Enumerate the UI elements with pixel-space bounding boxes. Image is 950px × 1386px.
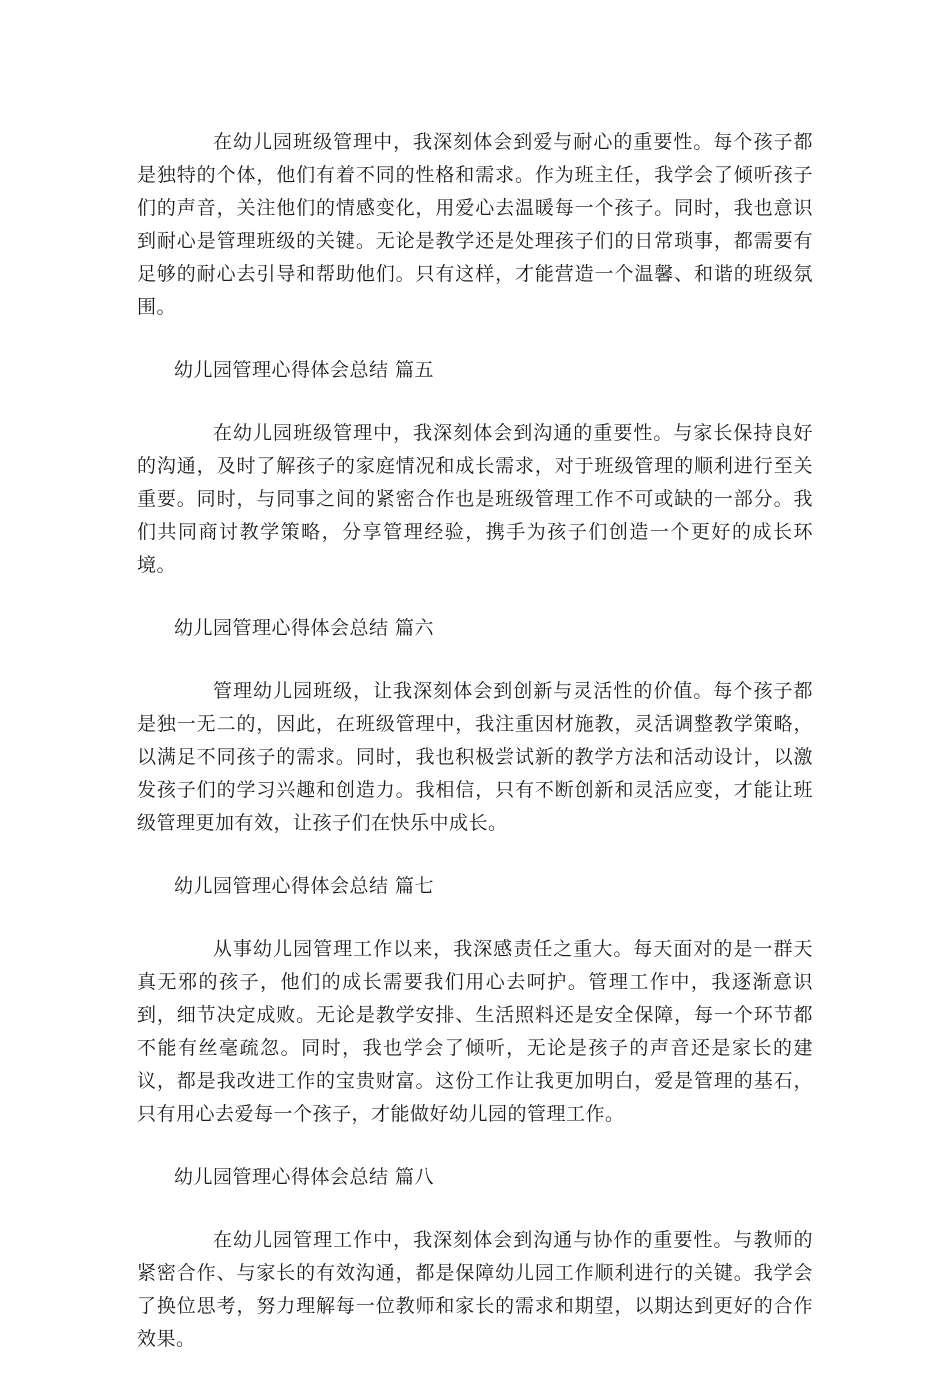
paragraph: 在幼儿园班级管理中，我深刻体会到爱与耐心的重要性。每个孩子都是独特的个体，他们有着不同的性格和需求。作为班主任，我学会了倾听孩子们的声音，关注他们的情感变化，用爱心去温暖每一个孩子。同时，我也意识到耐心是管理班级的关键。无论是教学还是处理孩子们的日常琐事，都需要有足够的耐心去引导和帮助他们。只有这样，才能营造一个温馨、和谐的班级氛围。 bbox=[137, 131, 813, 318]
section-heading-5: 幼儿园管理心得体会总结 篇五 bbox=[174, 359, 435, 381]
section-heading-7: 幼儿园管理心得体会总结 篇七 bbox=[174, 875, 435, 897]
section-heading-6: 幼儿园管理心得体会总结 篇六 bbox=[174, 617, 435, 639]
paragraph: 从事幼儿园管理工作以来，我深感责任之重大。每天面对的是一群天真无邪的孩子，他们的成长需要我们用心去呵护。管理工作中，我逐渐意识到，细节决定成败。无论是教学安排、生活照料还是安全保障，每一个环节都不能有丝毫疏忽。同时，我也学会了倾听，无论是孩子的声音还是家长的建议，都是我改进工作的宝贵财富。这份工作让我更加明白，爱是管理的基石，只有用心去爱每一个孩子，才能做好幼儿园的管理工作。 bbox=[137, 938, 813, 1125]
document-body bbox=[137, 126, 813, 1386]
paragraph: 管理幼儿园班级，让我深刻体会到创新与灵活性的价值。每个孩子都是独一无二的，因此，在班级管理中，我注重因材施教，灵活调整教学策略，以满足不同孩子的需求。同时，我也积极尝试新的教学方法和活动设计，以激发孩子们的学习兴趣和创造力。我相信，只有不断创新和灵活应变，才能让班级管理更加有效，让孩子们在快乐中成长。 bbox=[137, 680, 813, 834]
paragraph: 在幼儿园班级管理中，我深刻体会到沟通的重要性。与家长保持良好的沟通，及时了解孩子的家庭情况和成长需求，对于班级管理的顺利进行至关重要。同时，与同事之间的紧密合作也是班级管理工作不可或缺的一部分。我们共同商讨教学策略，分享管理经验，携手为孩子们创造一个更好的成长环境。 bbox=[137, 422, 813, 576]
section-heading-8: 幼儿园管理心得体会总结 篇八 bbox=[174, 1166, 435, 1188]
paragraph: 在幼儿园管理工作中，我深刻体会到沟通与协作的重要性。与教师的紧密合作、与家长的有效沟通，都是保障幼儿园工作顺利进行的关键。我学会了换位思考，努力理解每一位教师和家长的需求和期望，以期达到更好的合作效果。 bbox=[137, 1229, 813, 1350]
